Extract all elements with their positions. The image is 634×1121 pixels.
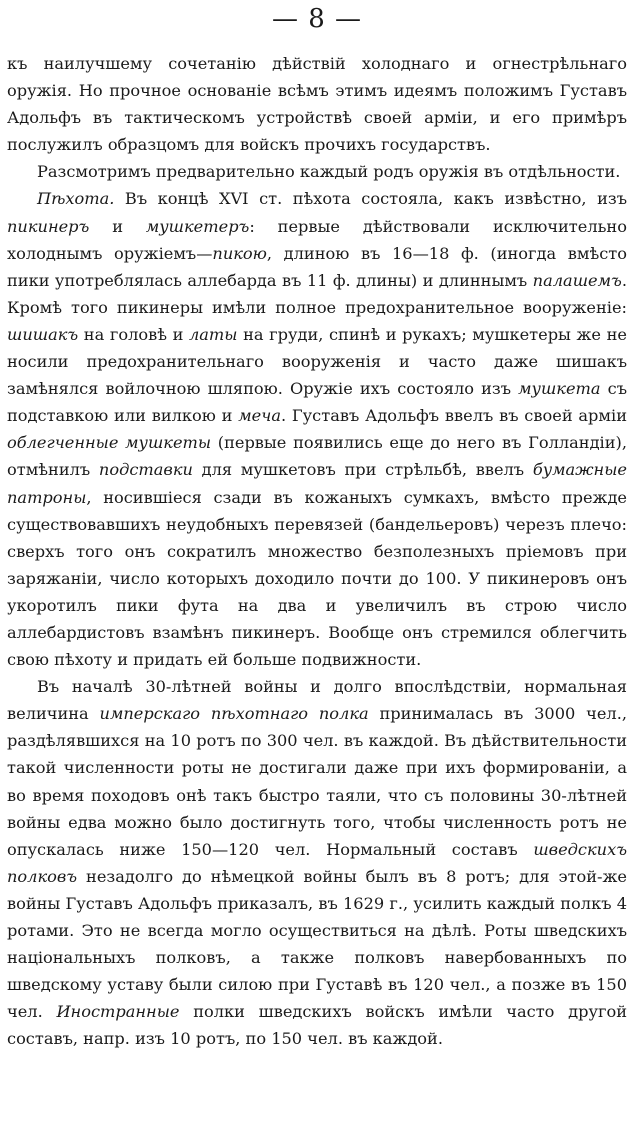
- italic-term: Иностранные: [56, 1002, 180, 1022]
- text-run: . Густавъ Адольфъ ввелъ въ своей арміи: [280, 406, 627, 426]
- italic-term: мушкета: [518, 379, 601, 399]
- text-run: съ подставкою или вилкою и: [7, 379, 628, 426]
- italic-term: имперскаго пѣхотнаго полка: [99, 704, 369, 724]
- italic-term: шведскихъ полковъ: [7, 839, 627, 886]
- italic-term: пикинеръ: [7, 216, 90, 236]
- text-run: , носившіеся сзади въ кожаныхъ сумкахъ, вмѣсто прежде существовавшихъ неудобныхъ перевязей (бандельеровъ) черезъ плечо: сверхъ того онъ сократилъ множество безполезныхъ пріемовъ при заряжаніи, число которыхъ доходило почти до 100. У пикинеровъ онъ укоротилъ пики фута на два и увеличилъ въ строю число аллебардистовъ взамѣнъ пикинеръ. Вообще онъ стремился облегчить свою пѣхоту и придать ей больше подвижности.: [7, 487, 627, 670]
- text-run: (первые появились еще до него въ Голландіи), отмѣнилъ: [7, 433, 627, 480]
- text-run: къ наилучшему сочетанію дѣйствій холоднаго и огнестрѣльнаго оружія. Но прочное основаніе всѣмъ этимъ идеямъ положимъ Густавъ Адольфъ въ тактическомъ устройствѣ своей арміи, и его примѣръ послужилъ образцомъ для войскъ прочихъ государствъ.: [7, 54, 627, 155]
- text-run: . Кромѣ того пикинеры имѣли полное предохранительное вооруженіе:: [7, 270, 627, 317]
- italic-term: Пѣхота.: [37, 189, 115, 209]
- text-run: Въ началѣ 30-лѣтней войны и долго впослѣдствіи, нормальная величина: [7, 677, 627, 724]
- text-run: для мушкетовъ при стрѣльбѣ, ввелъ: [192, 460, 533, 480]
- text-run: , длиною въ 16—18 ф. (иногда вмѣсто пики употреблялась аллебарда въ 11 ф. длины) и длиннымъ: [7, 243, 627, 290]
- italic-term: латы: [188, 324, 238, 344]
- text-run: полки шведскихъ войскъ имѣли часто другой составъ, напр. изъ 10 ротъ, по 150 чел. въ каждой.: [7, 1002, 627, 1049]
- italic-term: палашемъ: [532, 270, 622, 290]
- italic-term: подставки: [98, 460, 193, 480]
- paragraph: [7, 185, 627, 673]
- page-number: — 8 —: [271, 4, 363, 34]
- body-text: [7, 50, 627, 1052]
- text-run: принималась въ 3000 чел., раздѣлявшихся на 10 ротъ по 300 чел. въ каждой. Въ дѣйствительности такой численности роты не достигали даже при ихъ формированіи, а во время походовъ онѣ такъ быстро таяли, что съ половины 30-лѣтней войны едва можно было достигнуть того, чтобы численность ротъ не опускалась ниже 150—120 чел. Нормальный составъ: [7, 704, 627, 859]
- text-run: : первые дѣйствовали исключительно холоднымъ оружіемъ—: [7, 216, 627, 263]
- text-run: и: [89, 216, 146, 236]
- text-run: Разсмотримъ предварительно каждый родъ оружія въ отдѣльности.: [37, 162, 621, 182]
- italic-term: бумажные патроны: [7, 460, 627, 507]
- italic-term: пикою: [212, 243, 267, 263]
- paragraph: [7, 50, 627, 158]
- italic-term: мушкетеръ: [145, 216, 250, 236]
- text-run: Въ концѣ XVI ст. пѣхота состояла, какъ извѣстно, изъ: [114, 189, 627, 209]
- italic-term: шишакъ: [7, 324, 79, 344]
- text-run: на головѣ и: [78, 324, 189, 344]
- italic-term: облегченные мушкеты: [7, 433, 212, 453]
- text-run: незадолго до нѣмецкой войны былъ въ 8 ротъ; для этой-же войны Густавъ Адольфъ приказалъ, въ 1629 г., усилить каждый полкъ 4 ротами. Это не всегда могло осуществиться на дѣлѣ. Роты шведскихъ національныхъ полковъ, а также полковъ навербованныхъ по шведскому уставу были силою при Густавѣ въ 120 чел., а позже въ 150 чел.: [7, 866, 627, 1022]
- paragraph: [7, 158, 627, 185]
- paragraph: [7, 673, 627, 1052]
- text-run: на груди, спинѣ и рукахъ; мушкетеры же не носили предохранительнаго вооруженія и часто даже шишакъ замѣнялся войлочною шляпою. Оружіе ихъ состояло изъ: [7, 324, 627, 399]
- italic-term: меча: [238, 406, 281, 426]
